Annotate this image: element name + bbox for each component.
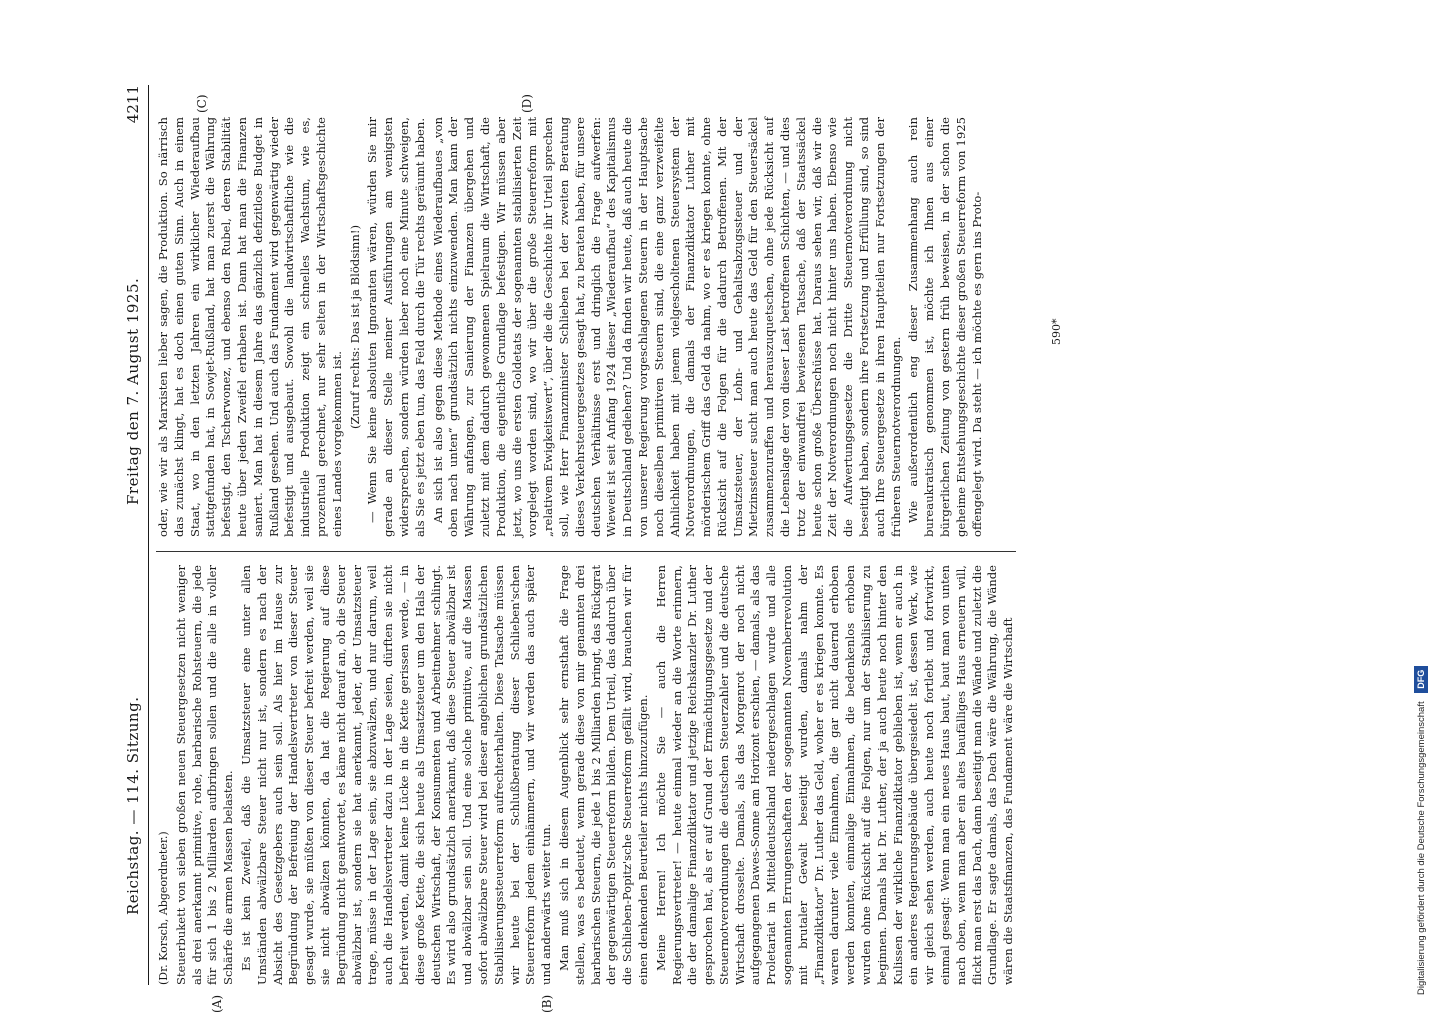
paragraph: An sich ist also gegen diese Methode eines Wiederaufbaues „von oben nach unten“ grundsätzlich nichts einzuwenden. Man kann der Währung anfangen, zur Sanierung der Finanzen übergehen und zuletzt mit dem dadurch gewonnenen Spielraum die Wirtschaft, die Produktion, die eigentliche Grundlage befestigen. Wir müssen aber jetzt, wo uns die ersten Goldetats der sogenannten stabilisierten Zeit vorgelegt worden sind, wo wir über die große Steuerreform mit „relativem Ewigkeitswert“, über die die Geschichte ihr Urteil sprechen soll, wie Herr Finanzminister Schlieben bei der zweiten Beratung dieses Verkehrsteuergesetzes gesagt hat, zu beraten haben, für unsere deutschen Verhältnisse erst und dringlich die Frage aufwerfen: Wieweit ist seit Anfang 1924 dieser „Wiederaufbau“ des Kapitalismus in Deutschland gediehen? Und da finden wir heute, daß auch heute die von unserer Regierung vorgeschlagenen Steuern in der Hauptsache noch dieselben primitiven Steuern sind, die eine ganz verzweifelte Ahnlichkeit haben mit jenem vielgescholtenen Steuersystem der Notverordnungen, die damals der Finanzdiktator Luther mit mörderischem Griff das Geld da nahm, wo er es kriegen konnte, ohne Rücksicht auf die Folgen für die dadurch Betroffenen. Mit der Umsatzsteuer, der Lohn- und Gehaltsabzugssteuer und der Mietzinssteuer sucht man auch heute das Geld für den Steuersäckel zusammenzuraffen und herauszuquetschen, ohne jede Rücksicht auf die Lebenslage der von dieser Last betroffenen Schichten, — und dies trotz der einwandfrei bewiesenen Tatsache, daß der Staatssäckel heute schon große Überschüsse hat. Daraus sehen wir, daß wir die Zeit der Notverordnungen noch nicht hinter uns haben. Ebenso wie die Aufwertungsgesetze die Dritte Steuernotverordnung nicht beseitigt haben, sondern ihre Fortsetzung und Erfüllung sind, so sind auch Ihre Steuergesetze in ihren Hauptteilen nur Fortsetzungen der früheren Steuernotverordnungen. <box>430 117 903 537</box>
page-header <box>120 85 146 985</box>
header-rule <box>148 85 149 985</box>
paragraph: — Wenn Sie keine absoluten Ignoranten wären, würden Sie mir gerade an dieser Stelle meiner Ausführungen am wenigsten widersprechen, sondern würden lieber noch eine Minute schweigen, als Sie es jetzt eben tun, das Feld durch die Tür rechts geräumt haben. <box>365 117 427 537</box>
header-session: Reichstag. — 114. Sitzung. <box>124 696 142 915</box>
paragraph: Meine Herren! Ich möchte Sie — auch die Herren Regierungsvertreter! — heute einmal wieder an die Worte erinnern, die der damalige Finanzdiktator und jetzige Reichskanzler Dr. Luther gesprochen hat, als er auf Grund der Ermächtigungsgesetze und der Steuernotverordnungen die deutschen Steuerzahler und die deutsche Wirtschaft drosselte. Damals, als das Morgenrot der noch nicht aufgegangenen Dawes-Sonne am Horizont erschien, — damals, als das Proletariat in Mitteldeutschland niedergeschlagen wurde und alle sogenannten Errungenschaften der sogenannten Novemberrevolution mit brutaler Gewalt beseitigt wurden, damals nahm der „Finanzdiktator“ Dr. Luther das Geld, woher er es kriegen konnte. Es waren darunter viele Einnahmen, die gar nicht dauernd erhoben werden konnten, einmalige Einnahmen, die bedenkenlos erhoben wurden ohne Rücksicht auf die Folgen, nur um der Stabilisierung zu beginnen. Damals hat Dr. Luther, der ja auch heute noch hinter den Kulissen der wirkliche Finanzdiktator geblieben ist, wenn er auch in ein anderes Regierungsgebäude übergesiedelt ist, dessen Werk, wie wir gleich sehen werden, auch heute noch fortlebt und fortwirkt, einmal gesagt: Wenn man ein neues Haus baut, baut man von unten nach oben, wenn man aber ein altes baufälliges Haus erneuern will, flickt man erst das Dach, dann beseitigt man die Wände und zuletzt die Grundlage. Er sagte damals, das Dach wäre die Währung, die Wände wären die Staatsfinanzen, das Fundament wäre die Wirtschaft <box>653 565 1016 985</box>
header-date: Freitag den 7. August 1925. <box>124 277 142 505</box>
margin-marker-d: (D) <box>520 94 534 113</box>
right-column <box>156 117 987 537</box>
digitization-note <box>1412 5 1432 995</box>
paragraph: Man muß sich in diesem Augenblick sehr ernsthaft die Frage stellen, was es bedeutet, wenn gerade diese von mir genannten drei barbarischen Steuern, die jede 1 bis 2 Milliarden bringt, das Rückgrat der gegenwärtigen Steuerreform bilden. Dem Urteil, das dadurch über die Schlieben-Popitz'sche Steuerreform gefällt wird, brauchen wir für einen denkenden Beurteiler nichts hinzuzufügen. <box>556 565 650 985</box>
page-number: 4211 <box>124 85 142 124</box>
digitization-text: Digitalisierung gefördert durch die Deutsche Forschungsgemeinschaft <box>1416 701 1427 995</box>
speaker-line: (Dr. Korsch, Abgeordneter.) <box>157 831 170 985</box>
margin-marker-c: (C) <box>195 94 209 113</box>
margin-marker-a: (A) <box>210 994 224 1013</box>
interjection: (Zuruf rechts: Das ist ja Blödsinn!) <box>347 224 362 430</box>
column-separator <box>156 551 1016 552</box>
paragraph: Steuerbukett von sieben großen neuen Steuergesetzen nicht weniger als drei anerkannt primitive, rohe, barbarische Rohsteuern, die jede für sich 1 bis 2 Milliarden aufbringen sollen und die alle in voller Schärfe die armen Massen belasten. <box>173 565 236 985</box>
dfg-logo: DFG <box>1414 666 1428 693</box>
document-page <box>120 85 1380 1013</box>
signature-mark: 590* <box>1050 318 1063 345</box>
paragraph: oder, wie wir als Marxisten lieber sagen, die Produktion. So närrisch das zunächst klingt, hat es doch einen guten Sinn. Auch in einem Staat, wo in den letzten Jahren ein wirklicher Wiederaufbau stattgefunden hat, in Sowjet-Rußland, hat man zuerst die Währung befestigt, den Tscherwonez, und ebenso den Rubel, deren Stabilität heute über jeden Zweifel erhaben ist. Dann hat man die Finanzen saniert. Man hat in diesem Jahre das gänzlich defizitlose Budget in Rußland gesehen. Und auch das Fundament wird gegenwärtig wieder befestigt und ausgebaut. Sowohl die landwirtschaftliche wie die industrielle Produktion zeigt ein schnelles Wachstum, wie es, prozentual gerechnet, nur sehr selten in der Wirtschaftsgeschichte eines Landes vorgekommen ist. <box>156 117 344 537</box>
paragraph: Wie außerordentlich eng dieser Zusammenhang auch rein bureaukratisch genommen ist, möchte ich Ihnen aus einer bürgerlichen Zeitung von gestern früh beweisen, in der schon die geheime Entstehungsgeschichte dieser großen Steuerreform von 1925 offengelegt wird. Da steht — ich möchte es gern ins Proto- <box>906 117 984 537</box>
left-column <box>156 565 1019 985</box>
paragraph: Es ist kein Zweifel, daß die Umsatzsteuer eine unter allen Umständen abwälzbare Steuer nicht nur ist, sondern es nach der Absicht des Gesetzgebers auch sein soll. Als hier im Hause zur Begründung der Befreiung der Handelsvertreter von dieser Steuer gesagt wurde, sie müßten von dieser Steuer befreit werden, weil sie sie nicht abwälzen könnten, da hat die Regierung auf diese Begründung nicht geantwortet, es käme nicht darauf an, ob die Steuer abwälzbar ist, sondern sie hat anerkannt, jeder, der Umsatzsteuer trage, müsse in der Lage sein, sie abzuwälzen, und nur darum, weil auch die Handelsvertreter dazu in der Lage seien, dürften sie nicht befreit werden, damit keine Lücke in die Kette gerissen werde, — in diese große Kette, die sich heute als Umsatzsteuer um den Hals der deutschen Wirtschaft, der Konsumenten und Arbeitnehmer schlingt. Es wird also grundsätzlich anerkannt, daß diese Steuer abwälzbar ist und abwälzbar sein soll. Und eine solche primitive, auf die Massen sofort abwälzbare Steuer wird bei dieser angeblichen grundsätzlichen Stabilisierungssteuerreform aufrechterhalten. Diese Tatsache müssen wir heute bei der Schlußberatung dieser Schlieben'schen Steuerreform jedem einhämmern, und wir werden das auch später und anderwärts weiter tun. <box>238 565 554 985</box>
margin-marker-b: (B) <box>540 994 554 1013</box>
